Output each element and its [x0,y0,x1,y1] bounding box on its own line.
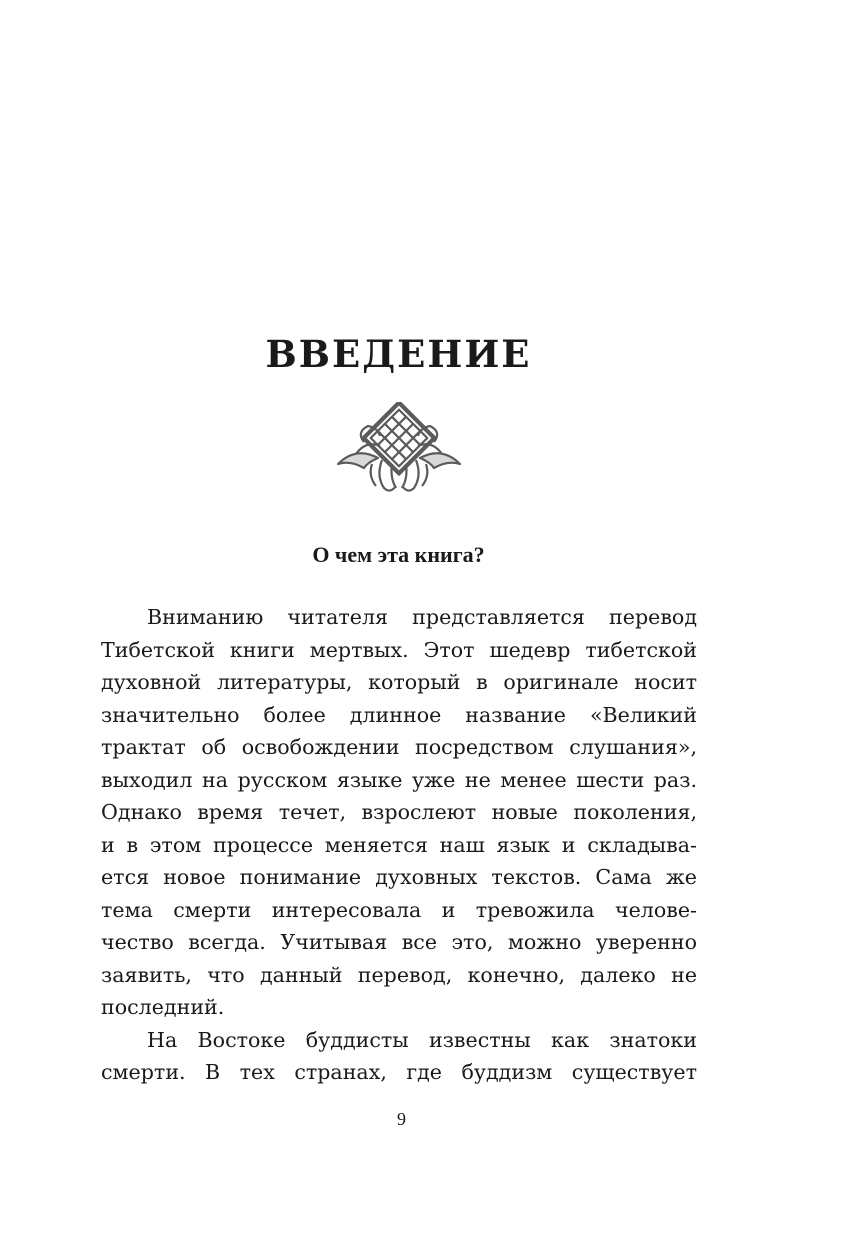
text-line: Однако время течет, взрослеют новые поколения, [101,800,697,824]
text-line: смерти. В тех странах, где буддизм существует [101,1060,697,1084]
text-line: чество всегда. Учитывая все это, можно уверенно [101,930,697,954]
text-line: выходил на русском языке уже не менее шести раз. [101,767,697,792]
text-line: значительно более длинное название «Великий [101,702,697,727]
text-line: тема смерти интересовала и тревожила челове- [101,897,697,922]
text-line: и в этом процессе меняется наш язык и складыва- [101,832,697,857]
text-line: духовной литературы, который в оригинале носит [101,670,697,694]
text-line: ется новое понимание духовных текстов. Сама же [101,865,697,889]
text-line: заявить, что данный перевод, конечно, далеко не [101,962,697,987]
section-heading: О чем эта книга? [312,542,485,567]
page-number: 9 [397,1109,406,1129]
body-text [101,601,697,1089]
endless-knot-icon [334,402,464,502]
chapter-title: ВВЕДЕНИЕ [265,332,532,376]
text-line: Вниманию читателя представляется перевод [147,605,697,629]
text-line: На Востоке буддисты известны как знатоки [147,1027,697,1052]
text-line: трактат об освобождении посредством слушания», [101,735,697,759]
text-line: Тибетской книги мертвых. Этот шедевр тибетской [101,637,697,662]
text-line: последний. [101,995,225,1019]
